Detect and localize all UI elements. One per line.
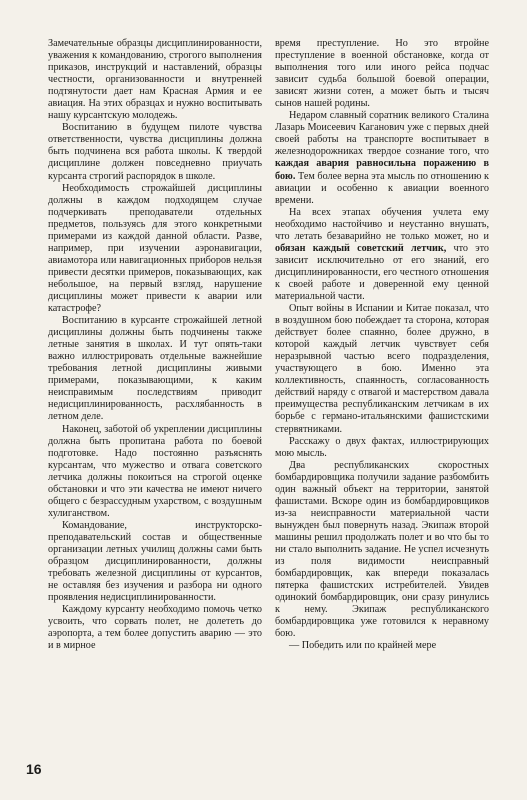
paragraph: Расскажу о двух фактах, иллюстрирующих мою мысль. (275, 435, 489, 459)
paragraph: Наконец, заботой об укреплении дисциплины должна быть пропитана работа по боевой подготовке. Надо постоянно разъяснять курсантам, что мужество и отвага советского летчика должны покоиться на строгой оценке обстановки и что эти качества не имеют ничего общего с безрассудным ухарством, с воздушным хулиганством. (48, 423, 262, 519)
text-run: Тем более верна эта мысль по отношению к авиации и особенно к авиации военного времени. (275, 170, 489, 206)
text-run: Недаром славный соратник великого Сталина Лазарь Моисеевич Каганович уже с первых дней своей работы на транспорте воспитывает в железнодорожниках твердое сознание того, что (275, 110, 489, 158)
page-number: 16 (26, 761, 42, 777)
paragraph: Командование, инструкторско-преподавательский состав и общественные организации летных училищ должны сами быть образцом дисциплинированности, должны требовать железной дисциплины от курсантов, не оставляя без изучения и разбора ни одного проявления недисциплинированности. (48, 519, 262, 604)
text-run: На всех этапах обучения учлета ему необходимо настойчиво и неустанно внушать, что летать безаварийно не только может, но и (275, 206, 489, 242)
paragraph: Воспитанию в будущем пилоте чувства ответственности, чувства дисциплины должна быть подчинена вся работа школы. К твердой дисциплине должен повседневно приучать курсанта строгий распорядок в школе. (48, 122, 262, 182)
left-column (48, 38, 262, 652)
paragraph: время преступление. Но это втройне преступление в военной обстановке, когда от выполнения того или иного рейса подчас зависит судьба большой боевой операции, зависят жизни сотен, а может быть и тысяч сынов нашей родины. (275, 38, 489, 110)
paragraph (275, 207, 489, 303)
bold-emphasis: каждая авария равносильна поражению в бою. (275, 158, 489, 182)
paragraph: Необходимость строжайшей дисциплины должны в каждом подходящем случае подчеркивать преподаватели отдельных предметов, пользуясь для этого конкретными примерами из каждой данной области. Разве, например, при изучении аэронавигации, авиамотора или навигационных приборов нельзя привести десятки примеров, показывающих, как небольшое, на первый взгляд, нарушение дисциплины может привести к аварии или катастрофе? (48, 182, 262, 315)
paragraph: — Победить или по крайней мере (289, 640, 437, 652)
bold-emphasis: обязан каждый советский летчик, (275, 242, 447, 254)
paragraph: Каждому курсанту необходимо помочь четко усвоить, что сорвать полет, не долететь до аэропорта, а тем более допустить аварию — это и в мирное (48, 604, 262, 652)
paragraph: Два республиканских скоростных бомбардировщика получили задание разбомбить один важный объект на территории, занятой фашистами. Вскоре один из бомбардировщиков из-за неисправности материальной части вынужден был повернуть назад. Экипаж второй машины решил продолжать полет и во что бы то ни стало выполнить задание. Не успел исчезнуть из поля видимости неисправный бомбардировщик, как впереди показалась пятерка фашистских истребителей. Увидев одинокий бомбардировщик, они сразу ринулись к нему. Экипаж республиканского бомбардировщика уже готовился к неравному бою. (275, 459, 489, 640)
paragraph: Замечательные образцы дисциплинированности, уважения к командованию, строгого выполнения приказов, инструкций и наставлений, образцы честности, организованности и внутренней подтянутости дает нам Красная Армия и ее авиация. На этих образцах и нужно воспитывать нашу курсантскую молодежь. (48, 38, 262, 122)
text-run: что это зависит исключительно от его знаний, его дисциплинированности, его честного отношения к своей работе и доверенной ему ценной материальной части. (275, 242, 489, 302)
right-column (275, 38, 489, 652)
paragraph: Опыт войны в Испании и Китае показал, что в воздушном бою побеждает та сторона, которая действует более спаянно, более дружно, в которой каждый летчик чувствует себя неразрывной частью всего подразделения, участвующего в бою. Именно эта коллективность, спаянность, согласованность действий наряду с отвагой и мастерством давала преимущества республиканским летчикам в их борьбе с германо-итальянскими фашистскими стервятниками. (275, 303, 489, 435)
paragraph (275, 110, 489, 206)
paragraph: Воспитанию в курсанте строжайшей летной дисциплины должны быть подчинены также летные занятия в школах. И тут опять-таки важно иллюстрировать отдельные важнейшие требования летной дисциплины живыми примерами, показывающими, к каким неисправимым последствиям приводит недисциплинированность, расхлябанность в летном деле. (48, 315, 262, 423)
